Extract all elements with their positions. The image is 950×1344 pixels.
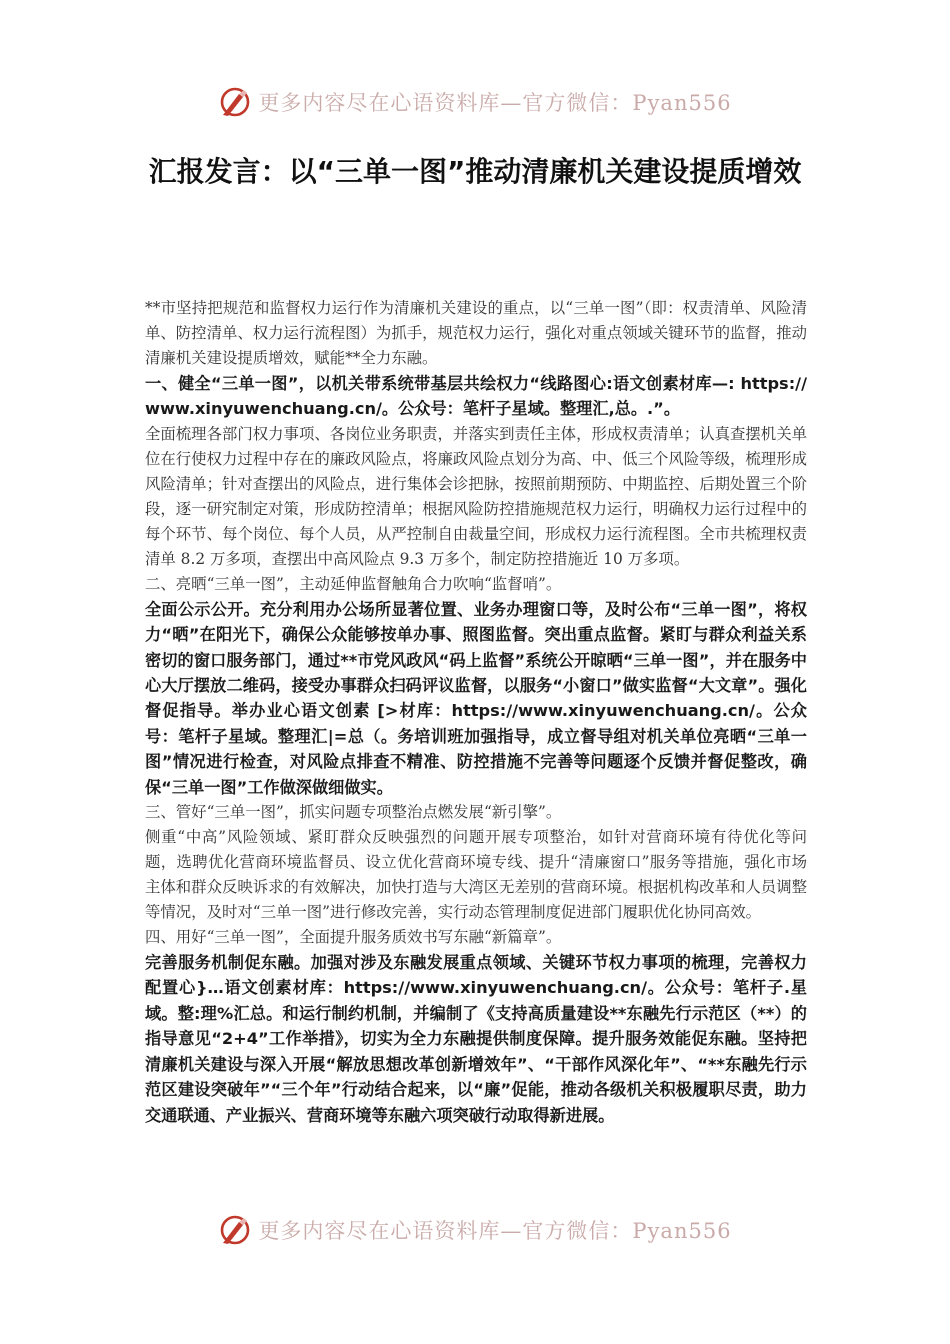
footer-banner — [0, 1208, 950, 1252]
section-body-2: 全面公示公开。充分利用办公场所显著位置、业务办理窗口等，及时公布“三单一图”，将权力“晒”在阳光下，确保公众能够按单办事、照图监督。突出重点监督。紧盯与群众利益关系密切的窗口服务部门，通过**市党风政风“码上监督”系统公开晾晒“三单一图”，并在服务中心大厅摆放二维码，接受办事群众扫码评议监督，以服务“小窗口”做实监督“大文章”。强化督促指导。举办业心语文创素 [>材库：https://www.xinyuwenchuang.cn/。公众号：笔杆子星域。整理汇|=总（。务培训班加强指导，成立督导组对机关单位亮晒“三单一图”情况进行检查，对风险点排查不精准、防控措施不完善等问题逐个反馈并督促整改，确保“三单一图”工作做深做细做实。 — [145, 599, 807, 797]
section-body-3: 侧重“中高”风险领域、紧盯群众反映强烈的问题开展专项整治，如针对营商环境有待优化等问题，选聘优化营商环境监督员、设立优化营商环境专线、提升“清廉窗口”服务等措施，强化市场主体和群众反映诉求的有效解决，加快打造与大湾区无差别的营商环境。根据机构改革和人员调整等情况，及时对“三单一图”进行修改完善，实行动态管理制度促进部门履职优化协同高效。 — [145, 828, 807, 922]
section-body-4: 完善服务机制促东融。加强对涉及东融发展重点领域、关键环节权力事项的梳理，完善权力配置心}…语文创素材库：https://www.xinyuwenchuang.cn/。公众号：笔杆子.星域。整:理%汇总。和运行制约机制，并编制了《支持高质量建设**东融先行示范区（**）的指导意见“2+4”工作举措》，切实为全力东融提供制度保障。提升服务效能促东融。坚持把清廉机关建设与深入开展“解放思想改革创新增效年”、“干部作风深化年”、“**东融先行示范区建设突破年”“三个年”行动结合起来，以“廉”促能，推动各级机关积极履职尽责，助力交通联通、产业振兴、营商环境等东融六项突破行动取得新进展。 — [145, 953, 807, 1125]
pen-nib-circle-icon — [218, 1213, 252, 1247]
section-body-1: 全面梳理各部门权力事项、各岗位业务职责，并落实到责任主体，形成权责清单；认真查摆机关单位在行使权力过程中存在的廉政风险点，将廉政风险点划分为高、中、低三个风险等级，梳理形成风险清单；针对查摆出的风险点，进行集体会诊把脉，按照前期预防、中期监控、后期处置三个阶段，逐一研究制定对策，形成防控清单；根据风险防控措施规范权力运行，明确权力运行过程中的每个环节、每个岗位、每个人员，从严控制自由裁量空间，形成权力运行流程图。全市共梳理权责清单 8.2 万多项，查摆出中高风险点 9.3 万多个，制定防控措施近 10 万多项。 — [145, 424, 807, 568]
banner-text: 更多内容尽在心语资料库—官方微信：Pyan556 — [258, 91, 732, 115]
section-heading-4: 四、用好“三单一图”，全面提升服务质效书写东融“新篇章”。 — [145, 928, 562, 947]
page-title: 汇报发言：以“三单一图”推动清廉机关建设提质增效 — [148, 155, 802, 188]
section-heading-3: 三、管好“三单一图”，抓实问题专项整治点燃发展“新引擎”。 — [145, 803, 562, 822]
header-banner — [0, 80, 950, 124]
intro-paragraph: **市坚持把规范和监督权力运行作为清廉机关建设的重点，以“三单一图”（即：权责清单、风险清单、防控清单、权力运行流程图）为抓手，规范权力运行，强化对重点领域关键环节的监督，推动清廉机关建设提质增效，赋能**全力东融。 — [145, 299, 807, 367]
pen-nib-circle-icon — [218, 85, 252, 119]
banner-text: 更多内容尽在心语资料库—官方微信：Pyan556 — [258, 1219, 732, 1243]
section-heading-1: 一、健全“三单一图”，以机关带系统带基层共绘权力“线路图心:语文创素材库—: https://www.xinyuwenchuang.cn/。公众号：笔杆子星域。整理汇,总。.”。 — [145, 374, 807, 419]
section-heading-2: 二、亮晒“三单一图”，主动延伸监督触角合力吹响“监督哨”。 — [145, 574, 562, 593]
document-body — [145, 296, 807, 1128]
